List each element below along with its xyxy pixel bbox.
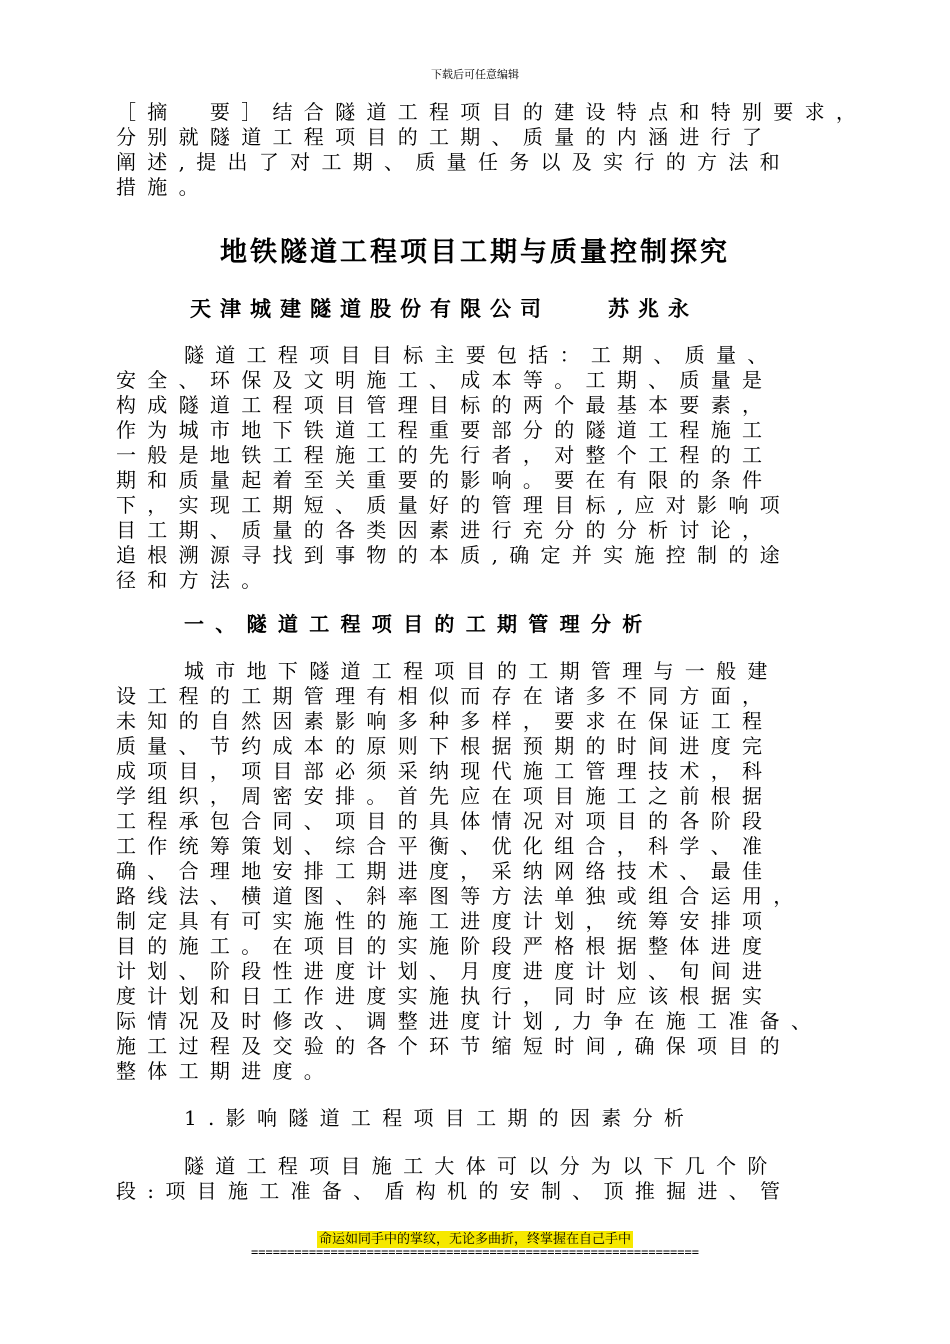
- body-line: 一般是地铁工程施工的先行者，对整个工程的工: [116, 443, 774, 467]
- body-line: 学组织，周密安排。首先应在项目施工之前根据: [116, 784, 774, 808]
- author-line: [190, 293, 698, 323]
- body-line: 未知的自然因素影响多种多样，要求在保证工程: [116, 709, 774, 733]
- body-line: 确、合理地安排工期进度，采纳网络技术、最佳: [116, 859, 774, 883]
- body-line: 目工期、质量的各类因素进行充分的分析讨论，: [116, 518, 774, 542]
- header-note: 下载后可任意编辑: [431, 68, 519, 81]
- abstract-line: 阐述,提出了对工期、质量任务以及实行的方法和: [116, 150, 791, 174]
- body-line: 整体工期进度。: [116, 1059, 336, 1083]
- body-line: 期和质量起着至关重要的影响。要在有限的条件: [116, 468, 774, 492]
- abstract-line: ［摘 要］结合隧道工程项目的建设特点和特别要求，: [116, 100, 868, 124]
- body-line: 路线法、横道图、斜率图等方法单独或组合运用，: [116, 884, 805, 908]
- body-line: 构成隧道工程项目管理目标的两个最基本要素，: [116, 393, 774, 417]
- body-line: 计划、阶段性进度计划、月度进度计划、旬间进: [116, 959, 774, 983]
- body-line: 追根溯源寻找到事物的本质,确定并实施控制的途: [116, 543, 791, 567]
- body-line: 设工程的工期管理有相似而存在诸多不同方面，: [116, 684, 774, 708]
- body-line: 度计划和日工作进度实施执行，同时应该根据实: [116, 984, 774, 1008]
- body-line: 际情况及时修改、调整进度计划,力争在施工准备、: [116, 1009, 823, 1033]
- footer-rule: ==============================================================: [251, 1245, 699, 1259]
- body-line: 安全、环保及文明施工、成本等。工期、质量是: [116, 368, 774, 392]
- abstract: [116, 100, 868, 200]
- subsection-1-paragraph: [116, 1154, 836, 1204]
- section-1-paragraph: [116, 659, 836, 1084]
- body-line: 下，实现工期短、质量好的管理目标,应对影响项: [116, 493, 791, 517]
- subsection-heading: 1.影响隧道工程项目工期的因素分析: [184, 1106, 696, 1130]
- body-line: 施工过程及交验的各个环节缩短时间,确保项目的: [116, 1034, 791, 1058]
- body-line: 隧道工程项目目标主要包括：工期、质量、: [184, 343, 779, 367]
- body-line: 目的施工。在项目的实施阶段严格根据整体进度: [116, 934, 774, 958]
- body-line: 隧道工程项目施工大体可以分为以下几个阶: [184, 1154, 779, 1178]
- body-line: 制定具有可实施性的施工进度计划，统筹安排项: [116, 909, 774, 933]
- abstract-line: 分别就隧道工程项目的工期、质量的内涵进行了: [116, 125, 774, 149]
- body-line: 工作统筹策划、综合平衡、优化组合，科学、准: [116, 834, 774, 858]
- subsection-1-heading-block: [116, 1106, 836, 1131]
- body-line: 成项目，项目部必须采纳现代施工管理技术，科: [116, 759, 774, 783]
- section-heading: 一、隧道工程项目的工期管理分析: [184, 612, 654, 636]
- body-line: 段:项目施工准备、盾构机的安制、顶推掘进、管: [116, 1179, 792, 1203]
- footer-slogan-text: 命运如同手中的掌纹，无论多曲折，终掌握在自己手中: [318, 1232, 631, 1247]
- body-line: 城市地下隧道工程项目的工期管理与一般建: [184, 659, 779, 683]
- section-1-heading-block: [116, 612, 836, 637]
- abstract-line: 措施。: [116, 175, 210, 199]
- document-title: 地铁隧道工程项目工期与质量控制探究: [220, 237, 730, 268]
- body-line: 径和方法。: [116, 568, 273, 592]
- author-org: 天津城建隧道股份有限公司: [190, 296, 550, 321]
- body-line: 工程承包合同、项目的具体情况对项目的各阶段: [116, 809, 774, 833]
- intro-paragraph: [116, 343, 836, 593]
- body-line: 作为城市地下铁道工程重要部分的隧道工程施工: [116, 418, 774, 442]
- author-name: 苏兆永: [608, 296, 698, 321]
- body-line: 质量、节约成本的原则下根据预期的时间进度完: [116, 734, 774, 758]
